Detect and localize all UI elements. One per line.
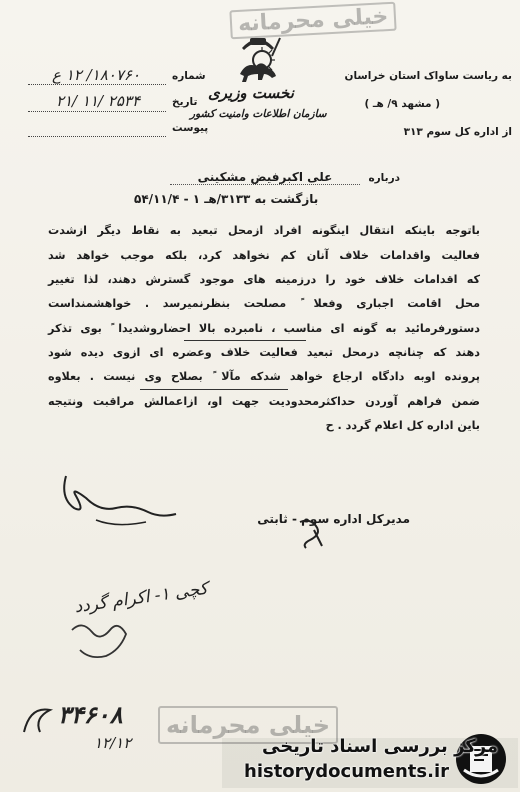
archive-name: مرکز بررسی اسناد تاریخی: [262, 736, 499, 757]
attachment-label: پیوست: [172, 122, 209, 134]
body-line-5: دستورفرمائید به گونه ای مناسب ، نامبرده بالا احضاروشدیدا ً بوی تذکر: [48, 322, 480, 335]
cabinet-title: نخست وزیری: [208, 84, 294, 102]
handwritten-scribble: [66, 610, 136, 670]
sender-line: از اداره کل سوم ۳۱۳: [403, 126, 512, 138]
signature-scrawl: [56, 468, 186, 538]
mashhad-reference: ( مشهد ۹/ هـ ): [364, 98, 440, 110]
lion-and-sun-emblem: [232, 30, 284, 86]
date-value: ۲۱/ ۱۱/ ۲۵۳۴: [55, 92, 141, 110]
date-underline: [28, 111, 166, 112]
body-line-3: که اقدامات خلاف خود را درزمینه های موجود گسترش دهند، لذا تغییر: [48, 273, 480, 286]
subject-label: درباره: [368, 172, 400, 184]
top-secret-stamp: خیلی محرمانه: [229, 2, 397, 40]
body-line-1: باتوجه باینکه انتقال اینگونه افراد ازمحل تبعید به نقاط دیگر ازشدت: [48, 224, 480, 237]
organization-name: سازمان اطلاعات وامنیت کشور: [190, 108, 327, 120]
body-line-2: فعالیت واقدامات خلاف آنان کم نخواهد کرد، بلکه موجب خواهد شد: [48, 249, 480, 262]
number-label: شماره: [172, 70, 206, 82]
body-line-9: باین اداره کل اعلام گردد . ح: [325, 419, 480, 432]
body-line-4: محل اقامت اجباری وفعلا ً مصلحت بنظرنمیرسد . خواهشمنداست: [48, 297, 480, 310]
bottom-secret-stamp: خیلی محرمانه: [158, 706, 338, 744]
date-label: تاریخ: [172, 96, 198, 108]
body-line-7: پرونده اوبه دادگاه ارجاع خواهد شدکه مآلا ً بصلاح وی نیست . بعلاوه: [48, 370, 480, 383]
attachment-underline: [28, 136, 166, 137]
bottom-number: ۳۴۶۰۸: [58, 700, 123, 729]
archive-url: historydocuments.ir: [244, 761, 449, 782]
bottom-date: ۱۲/۱۲: [94, 734, 132, 752]
recipient-line: به ریاست ساواک استان خراسان: [344, 70, 512, 82]
number-value: ۱۸۰۷۶۰/ ۱۲ ع: [51, 66, 140, 84]
reference-line: بازگشت به ۳۱۳۳/هـ ۱ - ۵۴/۱۱/۴: [134, 192, 319, 206]
number-underline: [28, 84, 166, 85]
body-underline-mark-2: [140, 389, 288, 390]
signature-title: مدیرکل اداره سوم - ثابتی: [257, 512, 410, 526]
subject-value: علی اکبرفیض مشکینی: [170, 170, 360, 185]
body-line-8: ضمن فراهم آوردن حداکثرمحدودیت جهت او، ازاعمالش مراقبت ونتیجه: [48, 395, 480, 408]
handwritten-note: کچی ۱- اکرام گردد: [73, 578, 210, 618]
body-underline-mark: [184, 340, 306, 341]
initial-mark: [296, 516, 326, 550]
body-line-6: دهند که چنانچه درمحل تبعید فعالیت خلاف وعضره ای ازوی دیده شود: [48, 346, 480, 359]
bottom-scribble: [20, 702, 60, 742]
